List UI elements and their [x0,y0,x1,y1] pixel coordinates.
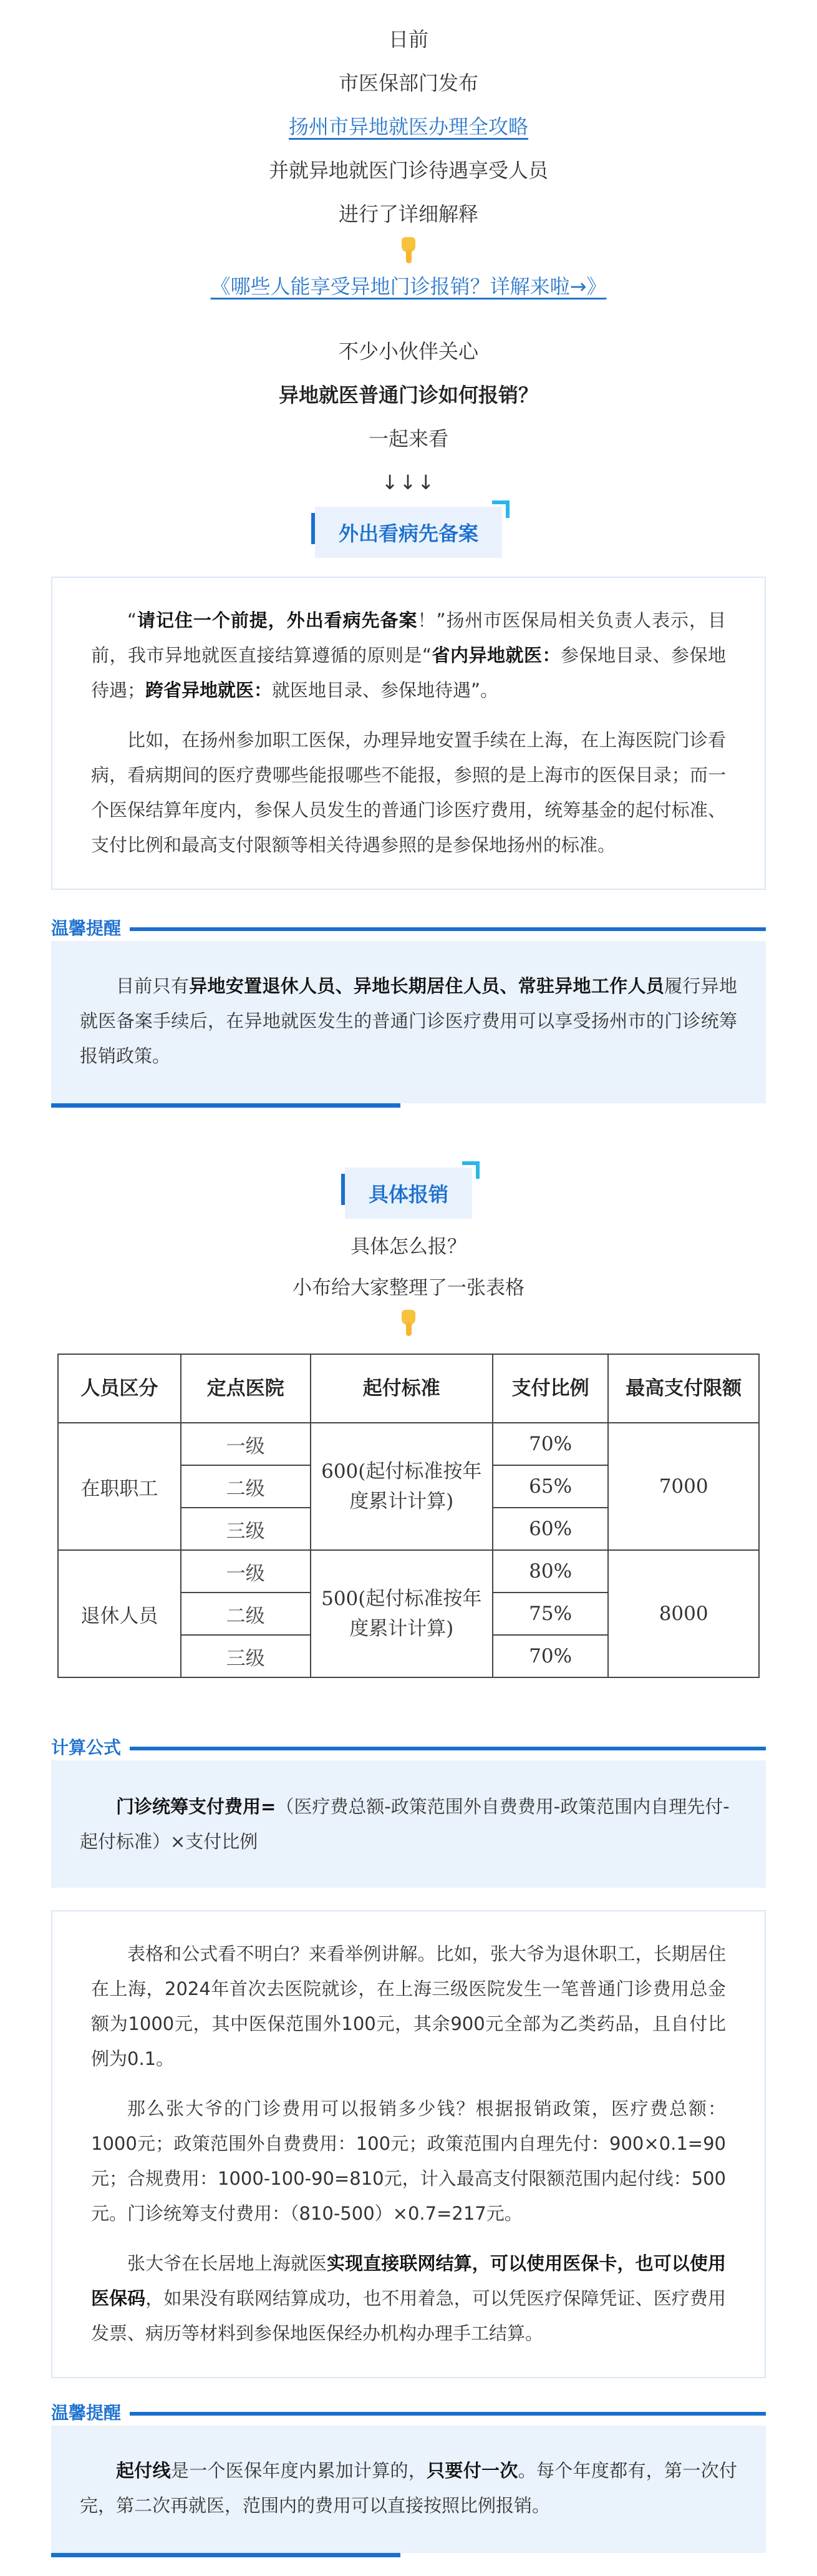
cell-ratio: 70% [493,1635,608,1677]
example-paragraph-3: 张大爷在长居地上海就医实现直接联网结算，可以使用医保卡，也可以使用医保码，如果没有联网结算成功，也不用着急，可以凭医疗保障凭证、医疗费用发票、病历等材料到参保地医保经办机构办理手工结算。 [91,2253,726,2344]
tip-2-text: 起付线是一个医保年度内累加计算的，只要付一次。每个年度都有，第一次付完，第二次再就医，范围内的费用可以直接按照比例报销。 [80,2460,737,2516]
intro-question: 异地就医普通门诊如何报销？ [278,383,538,407]
header-category: 人员区分 [58,1354,181,1423]
tip-2-footer-rule [51,2553,400,2557]
example-paragraph-1: 表格和公式看不明白？来看举例讲解。比如，张大爷为退休职工，长期居住在上海，2024年首次去医院就诊，在上海三级医院发生一笔普通门诊费用总金额为1000元，其中医保范围外100元，其余900元全部为乙类药品，且自付比例为0.1。 [91,1943,726,2069]
cell-category: 在职职工 [58,1423,181,1550]
tip-2-rule [51,2412,766,2416]
calc-header [51,1735,766,1760]
cell-category: 退休人员 [58,1550,181,1677]
example-paragraph-2: 那么张大爷的门诊费用可以报销多少钱？根据报销政策，医疗费总额：1000元；政策范围外自费费用：100元；政策范围内自理先付：900×0.1=90元；合规费用：1000-100-90=810元，计入最高支付限额范围内起付线：500元。门诊统筹支付费用：（810-500）×0.7=217元。 [91,2098,726,2224]
tip-2-label: 温馨提醒 [51,2403,130,2423]
cell-threshold: 500(起付标准按年度累计计算) [311,1550,493,1677]
section-title-text: 外出看病先备案 [338,522,478,545]
pointing-down-hand-icon [400,1309,417,1337]
cell-grade: 二级 [181,1465,311,1508]
cell-grade: 三级 [181,1508,311,1550]
cell-grade: 一级 [181,1423,311,1465]
cell-limit: 7000 [608,1423,759,1550]
cell-ratio: 70% [493,1423,608,1465]
table-row [58,1423,759,1465]
table-header-row [58,1354,759,1423]
cell-grade: 三级 [181,1635,311,1677]
guide-link[interactable]: 扬州市异地就医办理全攻略 [288,115,528,139]
section-2-line-2: 小布给大家整理了一张表格 [292,1277,525,1299]
intro-line-6: 一起来看 [368,427,448,451]
section-title-filing [315,507,502,558]
section-title-reimburse [345,1168,472,1219]
tip-2-header [51,2401,766,2426]
cell-grade: 二级 [181,1593,311,1635]
header-ratio: 支付比例 [493,1354,608,1423]
table-row [58,1550,759,1593]
intro-line-5: 不少小伙伴关心 [338,339,478,363]
cell-ratio: 80% [493,1550,608,1593]
intro-line-1: 日前 [388,27,428,51]
section-1-header [0,507,817,558]
intro-line-3: 并就异地就医门诊待遇享受人员 [268,159,548,182]
cell-ratio: 60% [493,1508,608,1550]
tip-2-body [51,2426,766,2553]
section-title-text: 具体报销 [368,1183,448,1206]
intro-block [0,0,817,504]
header-hospital: 定点医院 [181,1354,311,1423]
title-corner-left [341,1174,345,1205]
cell-ratio: 75% [493,1593,608,1635]
tip-1-text: 目前只有异地安置退休人员、异地长期居住人员、常驻异地工作人员履行异地就医备案手续后，在异地就医发生的普通门诊医疗费用可以享受扬州市的门诊统筹报销政策。 [80,975,737,1066]
section-2-line-1: 具体怎么报？ [350,1236,467,1258]
tip-1-header [51,916,766,941]
tip-1-body [51,941,766,1103]
filing-explanation-box [51,577,766,890]
filing-paragraph-2: 比如，在扬州参加职工医保，办理异地安置手续在上海，在上海医院门诊看病，看病期间的医疗费哪些能报哪些不能报，参照的是上海市的医保目录；而一个医保结算年度内，参保人员发生的普通门诊医疗费用，统筹基金的起付标准、支付比例和最高支付限额等相关待遇参照的是参保地扬州的标准。 [91,729,726,856]
calc-body [51,1760,766,1888]
intro-line-2: 市医保部门发布 [338,71,478,95]
reimbursement-table-wrap [57,1354,760,1678]
title-corner-right [492,500,510,518]
reimbursement-table [57,1354,760,1678]
article-link[interactable]: 《哪些人能享受异地门诊报销？详解来啦→》 [210,275,607,298]
section-2-header [0,1168,817,1219]
tip-1-rule [51,927,766,931]
cell-ratio: 65% [493,1465,608,1508]
section-2-intro [0,1226,817,1337]
cell-grade: 一级 [181,1550,311,1593]
calc-rule [51,1747,766,1750]
calc-label: 计算公式 [51,1737,130,1758]
tip-1-footer-rule [51,1103,400,1108]
example-box [51,1910,766,2378]
intro-line-4: 进行了详细解释 [338,202,478,226]
title-corner-left [311,513,315,544]
header-threshold: 起付标准 [311,1354,493,1423]
filing-paragraph-1: “请记住一个前提，外出看病先备案！”扬州市医保局相关负责人表示，目前，我市异地就医直接结算遵循的原则是“省内异地就医：参保地目录、参保地待遇；跨省异地就医：就医地目录、参保地待遇”。 [91,610,726,701]
pointing-down-hand-icon [400,236,417,265]
header-limit: 最高支付限额 [608,1354,759,1423]
down-arrows: ↓↓↓ [381,471,436,494]
cell-limit: 8000 [608,1550,759,1677]
calc-formula: 门诊统筹支付费用=（医疗费总额-政策范围外自费费用-政策范围内自理先付-起付标准）×支付比例 [80,1796,730,1852]
cell-threshold: 600(起付标准按年度累计计算) [311,1423,493,1550]
tip-1-label: 温馨提醒 [51,918,130,939]
title-corner-right [462,1161,480,1179]
